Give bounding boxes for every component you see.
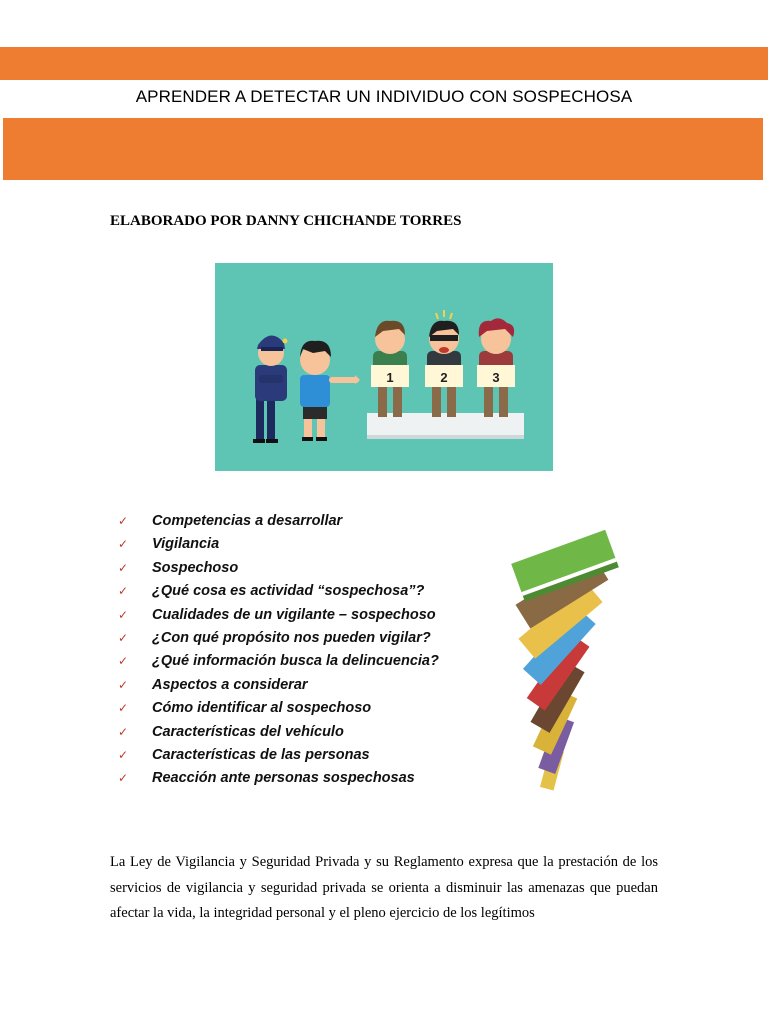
checkmark-icon: ✓ xyxy=(118,537,129,552)
list-item-label: Cómo identificar al sospechoso xyxy=(152,700,372,717)
topics-list xyxy=(118,510,439,791)
checkmark-icon: ✓ xyxy=(118,654,129,669)
list-item xyxy=(118,604,439,627)
list-item-label: Características de las personas xyxy=(152,746,370,763)
list-item xyxy=(118,510,439,533)
list-item xyxy=(118,557,439,580)
list-item xyxy=(118,627,439,650)
list-item xyxy=(118,533,439,556)
list-item-label: Vigilancia xyxy=(152,536,220,553)
checkmark-icon: ✓ xyxy=(118,514,129,528)
header-band-top xyxy=(0,47,768,80)
checkmark-icon: ✓ xyxy=(118,724,129,739)
list-item xyxy=(118,721,439,744)
checkmark-icon: ✓ xyxy=(118,747,129,762)
checkmark-icon: ✓ xyxy=(118,630,129,645)
body-paragraph: La Ley de Vigilancia y Seguridad Privada y su Reglamento expresa que la prestación de los servicios de vigilancia y seguridad privada se orienta a disminuir las amenazas que puedan afectar la vida, la integridad personal y el pleno ejercicio de los legítimos xyxy=(110,854,658,921)
list-item xyxy=(118,580,439,603)
list-item xyxy=(118,674,439,697)
list-item xyxy=(118,767,439,790)
list-item-label: Competencias a desarrollar xyxy=(152,513,343,529)
list-item-label: Cualidades de un vigilante – sospechoso xyxy=(152,606,436,623)
list-item-label: Aspectos a considerar xyxy=(152,676,308,693)
placard-2-label: 2 xyxy=(440,370,448,385)
checkmark-icon: ✓ xyxy=(118,607,129,622)
list-item-label: Reacción ante personas sospechosas xyxy=(152,770,415,787)
checkmark-icon: ✓ xyxy=(118,584,129,599)
checkmark-icon: ✓ xyxy=(118,771,129,786)
lineup-illustration xyxy=(215,263,553,471)
placard-1-label: 1 xyxy=(386,370,394,385)
list-item xyxy=(118,744,439,767)
list-item xyxy=(118,650,439,673)
author-line: ELABORADO POR DANNY CHICHANDE TORRES xyxy=(110,213,462,229)
header-band-bottom xyxy=(3,118,763,180)
list-item-label: ¿Con qué propósito nos pueden vigilar? xyxy=(152,629,431,646)
placard-3-label: 3 xyxy=(492,370,500,385)
list-item-label: Características del vehículo xyxy=(152,723,344,740)
list-item xyxy=(118,697,439,720)
books-stack-illustration xyxy=(455,525,665,795)
list-item-label: Sospechoso xyxy=(152,559,239,576)
checkmark-icon: ✓ xyxy=(118,677,129,692)
list-item-label: ¿Qué cosa es actividad “sospechosa”? xyxy=(152,583,425,600)
checkmark-icon: ✓ xyxy=(118,560,129,575)
document-title: APRENDER A DETECTAR UN INDIVIDUO CON SOSPECHOSA xyxy=(135,87,633,106)
checkmark-icon: ✓ xyxy=(118,701,129,716)
list-item-label: ¿Qué información busca la delincuencia? xyxy=(152,653,439,670)
